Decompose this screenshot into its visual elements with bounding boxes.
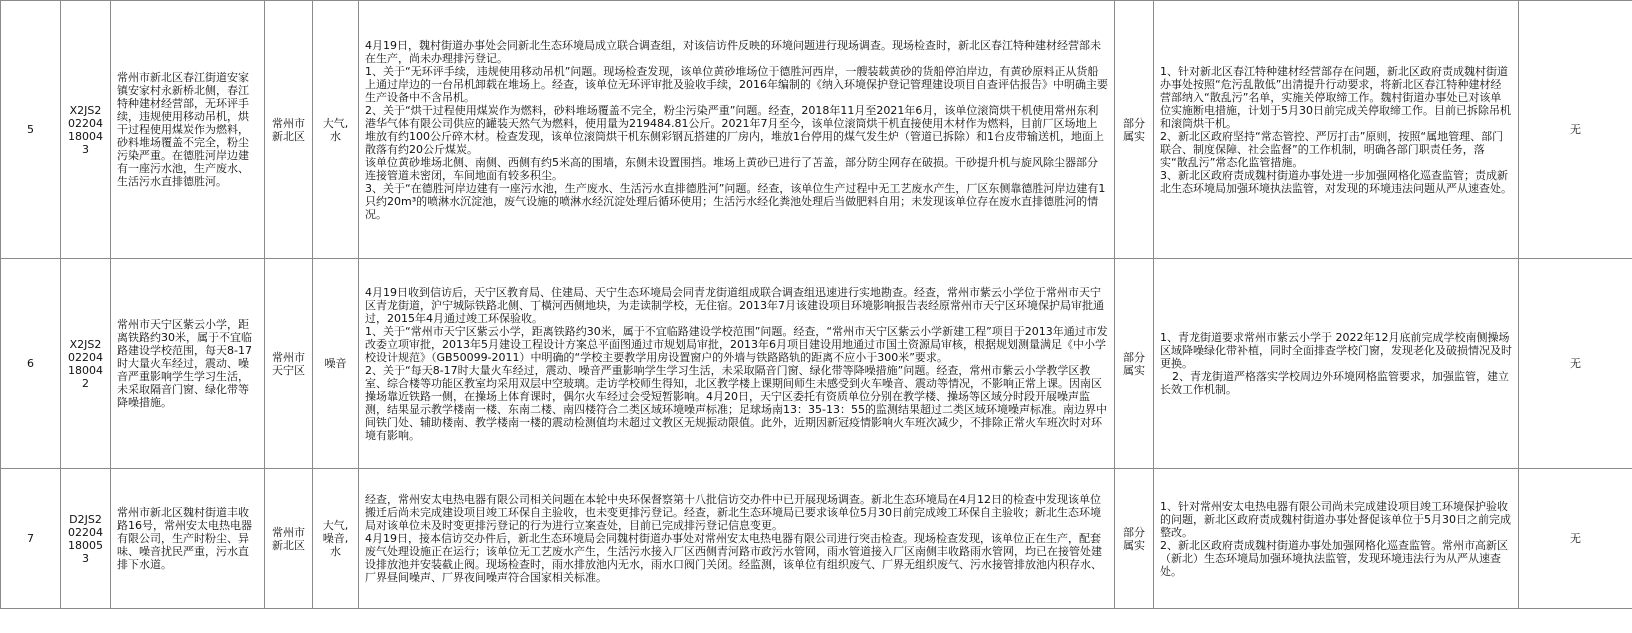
case-id: X2JS202204180043 [61,1,111,259]
investigation-detail [359,1,1115,259]
row-number: 6 [1,259,61,469]
accountability: 无 [1519,1,1632,259]
pollution-type: 大气,水 [313,1,359,259]
detail-paragraph: 该单位黄砂堆场北侧、南侧、西侧有约5米高的围墙，东侧未设置围挡。堆场上黄砂已进行了苫盖，部分防尘网存在破损。干砂提升机与旋风除尘器部分连接管道未密闭，车间地面有较多积尘。 [365,155,1098,182]
administrative-area: 常州市新北区 [265,1,313,259]
detail-paragraph: 2、关于“烘干过程使用煤炭作为燃料，砂料堆场覆盖不完全，粉尘污染严重”问题。经查，2018年11月至2021年6月，该单位滚筒烘干机使用常州东利港华气体有限公司供应的罐装天然气为燃料，使用量为219484.81公斤。2021年7月至今，该单位滚筒烘干机直接使用木材作为燃料，目前厂区场地上堆放有约100公斤碎木材。检查发现，该单位滚筒烘干机东侧彩钢瓦搭建的厂房内，堆放1台停用的煤气发生炉（管道已拆除）和1台皮带输送机，地面上散落有约20公斤煤炭。 [365,103,1104,156]
detail-paragraph: 3、关于“在德胜河岸边建有一座污水池，生产废水、生活污水直排德胜河”问题。经查，该单位生产过程中无工艺废水产生，厂区东侧靠德胜河岸边建有1只约20m³的喷淋水沉淀池，废气设施的喷淋水经沉淀处理后循环使用；生活污水经化粪池处理后当做肥料自用；未发现该单位存在废水直排德胜河的情况。 [365,181,1106,221]
investigation-detail [359,259,1115,469]
investigation-detail [359,469,1115,609]
case-id: D2JS202204180053 [61,469,111,609]
action-item: 1、针对新北区春江特种建材经营部存在问题，新北区政府责成魏村街道办事处按照“危污乱散低”出清提升行动要求，将新北区春江特种建材经营部纳入“散乱污”名单，实施关停取缔工作。魏村街道办事处已对该单位实施断电措施，计划于5月30日前完成关停取缔工作。目前已拆除吊机和滚筒烘干机。 [1160,64,1511,130]
administrative-area: 常州市天宁区 [265,259,313,469]
detail-paragraph: 4月19日，接本信访交办件后，新北生态环境局会同魏村街道办事处对常州安太电热电器有限公司进行突击检查。现场检查发现，该单位正在生产，配套废气处理设施正在运行；该单位无工艺废水产生，生活污水接入厂区西侧青河路市政污水管网，雨水管道接入厂区南侧丰收路雨水管网，均已在接管处建设排放池并安装截止阀。现场检查时，雨水排放池内无水，雨水口阀门关闭。经监测，该单位有组织废气、厂界无组织废气、污水接管排放池内积存水、厂界昼间噪声、厂界夜间噪声符合国家相关标准。 [365,532,1102,584]
table-row [1,469,1632,609]
detail-lead: 4月19日，魏村街道办事处会同新北生态环境局成立联合调查组，对该信访件反映的环境问题进行现场调查。现场检查时，新北区春江特种建材经营部未在生产，尚未办理排污登记。 [365,38,1101,65]
action-item: 3、新北区政府责成魏村街道办事处进一步加强网格化巡查监管；责成新北生态环境局加强环境执法监管，对发现的环境违法问题从严从速查处。 [1160,168,1512,195]
verification-status: 部分属实 [1115,259,1154,469]
detail-lead: 4月19日收到信访后，天宁区教育局、住建局、天宁生态环境局会同青龙街道组成联合调查组迅速进行实地勘查。经查，常州市紫云小学位于常州市天宁区青龙街道，沪宁城际铁路北侧、丁橫河西侧地块，为走读制学校，无住宿。2013年7月该建设项目环境影响报告表经原常州市天宁区环境保护局审批通过，2015年4月通过竣工环保验收。 [365,285,1104,325]
action-item: 1、针对常州安太电热电器有限公司尚未完成建设项目竣工环境保护验收的问题，新北区政府责成魏村街道办事处督促该单位于5月30日之前完成整改。 [1160,499,1511,539]
verification-status: 部分属实 [1115,469,1154,609]
detail-lead: 经查，常州安太电热电器有限公司相关问题在本轮中央环保督察第十八批信访交办件中已开展现场调查。新北生态环境局在4月12日的检查中发现该单位搬迁后尚未完成建设项目竣工环保自主验收，也未变更排污登记。经查，新北生态环境局已要求该单位5月30日前完成竣工环保自主验收；新北生态环境局对该单位未及时变更排污登记的行为进行立案查处，目前已完成排污登记信息变更。 [365,493,1101,532]
pollution-type: 大气,噪音,水 [313,469,359,609]
detail-paragraph: 1、关于“无环评手续，违规使用移动吊机”问题。现场检查发现，该单位黄砂堆场位于德胜河西岸，一艘装载黄砂的货船停泊岸边，有黄砂原料正从货船上通过岸边的一台吊机卸载在堆场上。经查，该单位无环评审批及验收手续，2016年编制的《纳入环境保护登记管理建设项目自查评估报告》中明确主要生产设备中不含吊机。 [365,64,1108,104]
row-number: 5 [1,1,61,259]
case-id: X2JS202204180042 [61,259,111,469]
action-item: 2、新北区政府责成魏村街道办事处加强网格化巡查监管。常州市高新区（新北）生态环境局加强环境执法监管，发现环境违法行为从严从速查处。 [1160,538,1508,578]
action-item: 2、新北区政府坚持“常态管控、严厉打击”原则，按照“属地管理、部门联合、制度保障、社会监督”的工作机制，明确各部门职责任务，落实“散乱污”常态化监管措施。 [1160,129,1504,169]
table-row [1,259,1632,469]
accountability: 无 [1519,259,1632,469]
accountability: 无 [1519,469,1632,609]
rectification-actions [1154,259,1519,469]
row-number: 7 [1,469,61,609]
action-item: 2、青龙街道严格落实学校周边外环境网格监管要求，加强监管，建立长效工作机制。 [1160,370,1509,396]
rectification-actions [1154,1,1519,259]
detail-paragraph: 1、关于“常州市天宁区紫云小学，距离铁路约30米，属于不宜临路建设学校范围”问题。经查，“常州市天宁区紫云小学新建工程”项目于2013年通过市发改委立项审批，2013年5月建设工程设计方案总平面图通过市规划局审批，2013年6月项目建设用地通过市国土资源局审核，根据规划测量满足《中小学校设计规范》（GB50099-2011）中明确的“学校主要教学用房设置窗户的外墙与铁路路轨的距离不应小于300米”要求。 [365,324,1108,364]
rectification-actions [1154,469,1519,609]
complaint-summary: 常州市天宁区紫云小学，距离铁路约30米，属于不宜临路建设学校范围，每天8-17时大量火车经过，震动、噪音严重影响学生学习生活，未采取隔音门窗、绿化带等降噪措施。 [111,259,265,469]
detail-paragraph: 2、关于“每天8-17时大量火车经过，震动、噪音严重影响学生学习生活，未采取隔音门窗、绿化带等降噪措施”问题。经查，常州市紫云小学教学区教室、综合楼等功能区教室均采用双层中空玻璃。走访学校师生得知，北区教学楼上课期间师生未感受到火车噪音、震动等情况，不影响正常上课。因南区操场靠近铁路一侧，在操场上体育课时，偶尔火车经过会受短暂影响。4月20日，天宁区委托有资质单位分别在教学楼、操场等区域分时段开展噪声监测，结果显示教学楼南一楼、东南二楼、南四楼符合二类区域环境噪声标准；足球场南13：35-13：55的监测结果超过二类区域环境噪声标准。南边界中间铁门处、辅助楼南、教学楼南一楼的震动检测值均未超过文教区无规振动限值。此外，近期因新冠疫情影响火车班次减少，不排除正常火车班次时对环境有影响。 [365,363,1107,442]
complaint-summary: 常州市新北区魏村街道丰收路16号，常州安太电热电器有限公司，生产时粉尘、异味、噪音扰民严重，污水直排下水道。 [111,469,265,609]
complaint-summary: 常州市新北区春江街道安家镇安家村永新桥北侧，春江特种建材经营部，无环评手续，违规使用移动吊机，烘干过程使用煤炭作为燃料，砂料堆场覆盖不完全，粉尘污染严重。在德胜河岸边建有一座污水池，生产废水、生活污水直排德胜河。 [111,1,265,259]
pollution-type: 噪音 [313,259,359,469]
table-row [1,1,1632,259]
verification-status: 部分属实 [1115,1,1154,259]
action-item: 1、青龙街道要求常州市紫云小学于 2022年12月底前完成学校南侧操场区域降噪绿化带补植，同时全面排查学校门窗，发现老化及破损情况及时更换。 [1160,331,1512,370]
administrative-area: 常州市新北区 [265,469,313,609]
